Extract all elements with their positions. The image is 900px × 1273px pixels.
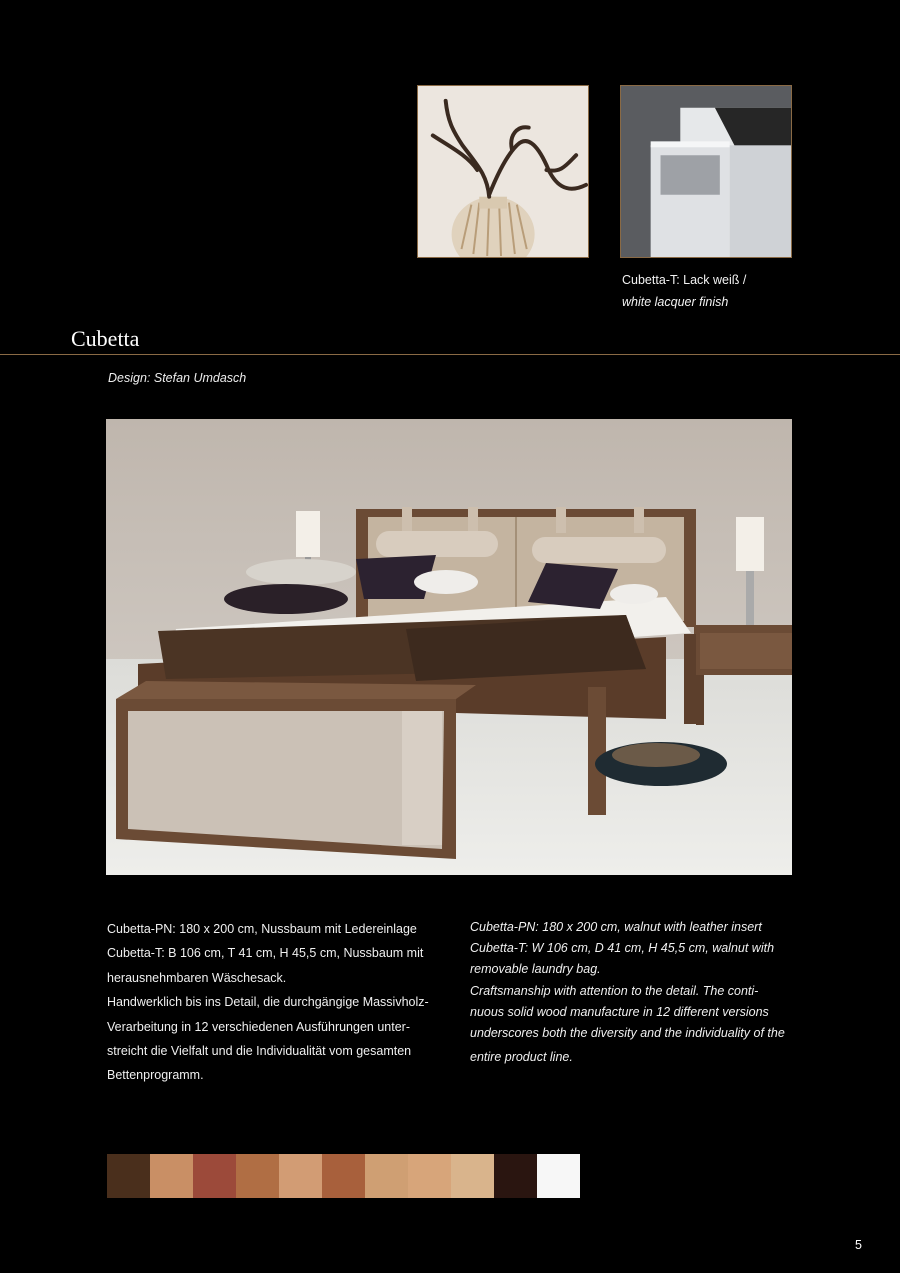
description-de-line: herausnehmbaren Wäschesack. xyxy=(107,970,287,985)
title-divider xyxy=(0,354,900,355)
description-de-line: Verarbeitung in 12 verschiedenen Ausführungen unter- xyxy=(107,1019,410,1034)
description-en-line: nuous solid wood manufacture in 12 different versions xyxy=(470,1004,769,1019)
photo-branch-vase xyxy=(417,85,589,258)
bed-icon xyxy=(106,419,792,875)
wood-swatch xyxy=(451,1154,494,1198)
photo-lacquer-drawer xyxy=(620,85,792,258)
description-de-line: Handwerklich bis ins Detail, die durchgängige Massivholz- xyxy=(107,995,429,1010)
description-en-line: removable laundry bag. xyxy=(470,962,601,977)
branch-vase-icon xyxy=(418,86,588,257)
description-en-line: entire product line. xyxy=(470,1050,573,1065)
wood-finish-swatches xyxy=(107,1154,577,1198)
description-en-line: Craftsmanship with attention to the detail. The conti- xyxy=(470,983,759,998)
description-en-line: Cubetta-PN: 180 x 200 cm, walnut with leather insert xyxy=(470,920,762,934)
designer-credit: Design: Stefan Umdasch xyxy=(108,371,247,385)
description-en-line: Cubetta-T: W 106 cm, D 41 cm, H 45,5 cm, walnut with xyxy=(470,941,775,956)
top-caption-de: Cubetta-T: Lack weiß / xyxy=(622,273,747,287)
description-de-line: Cubetta-T: B 106 cm, T 41 cm, H 45,5 cm, Nussbaum mit xyxy=(107,946,424,961)
photo-bed-main xyxy=(106,419,792,875)
description-de-line: Bettenprogramm. xyxy=(107,1068,204,1083)
page-number: 5 xyxy=(855,1238,862,1252)
wood-swatch xyxy=(537,1154,580,1198)
wood-swatch xyxy=(150,1154,193,1198)
top-caption-en: white lacquer finish xyxy=(622,295,729,309)
wood-swatch xyxy=(365,1154,408,1198)
description-de-line: streicht die Vielfalt und die Individualität vom gesamten xyxy=(107,1044,412,1059)
wood-swatch xyxy=(236,1154,279,1198)
wood-swatch xyxy=(494,1154,537,1198)
description-en xyxy=(470,917,800,1068)
lacquer-drawer-icon xyxy=(621,86,791,257)
description-de xyxy=(107,917,447,1088)
wood-swatch xyxy=(408,1154,451,1198)
wood-swatch xyxy=(193,1154,236,1198)
wood-swatch xyxy=(279,1154,322,1198)
wood-swatch xyxy=(322,1154,365,1198)
description-en-line: underscores both the diversity and the individuality of the xyxy=(470,1026,785,1041)
wood-swatch xyxy=(107,1154,150,1198)
page-title: Cubetta xyxy=(71,326,140,351)
description-de-line: Cubetta-PN: 180 x 200 cm, Nussbaum mit Ledereinlage xyxy=(107,922,417,936)
